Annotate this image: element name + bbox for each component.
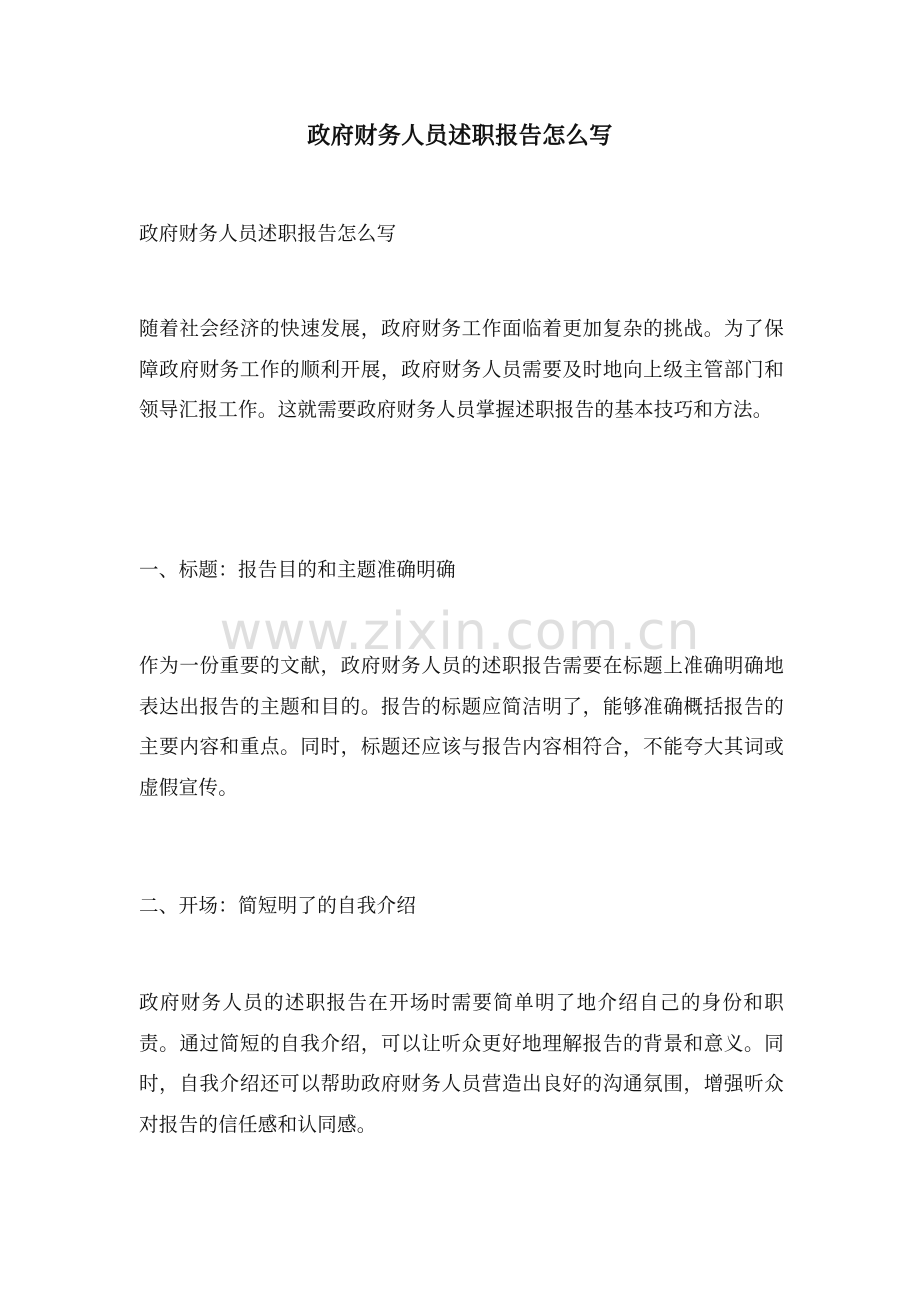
section-1-heading: 一、标题：报告目的和主题准确明确 [139,558,456,581]
section-1-paragraph: 作为一份重要的文献，政府财务人员的述职报告需要在标题上准确明确地表达出报告的主题和目的。报告的标题应简洁明了，能够准确概括报告的主要内容和重点。同时，标题还应该与报告内容相符合，不能夸大其词或虚假宣传。 [139,654,784,799]
section-2-paragraph: 政府财务人员的述职报告在开场时需要简单明了地介绍自己的身份和职责。通过简短的自我介绍，可以让听众更好地理解报告的背景和意义。同时，自我介绍还可以帮助政府财务人员营造出良好的沟通氛围，增强听众对报告的信任感和认同感。 [139,991,784,1136]
intro-paragraph: 随着社会经济的快速发展，政府财务工作面临着更加复杂的挑战。为了保障政府财务工作的顺利开展，政府财务人员需要及时地向上级主管部门和领导汇报工作。这就需要政府财务人员掌握述职报告的基本技巧和方法。 [139,317,784,421]
document-title: 政府财务人员述职报告怎么写 [307,122,613,149]
document-subtitle: 政府财务人员述职报告怎么写 [139,222,397,245]
section-2-heading: 二、开场：简短明了的自我介绍 [139,894,417,917]
watermark: www.zixin.com.cn [219,602,701,662]
